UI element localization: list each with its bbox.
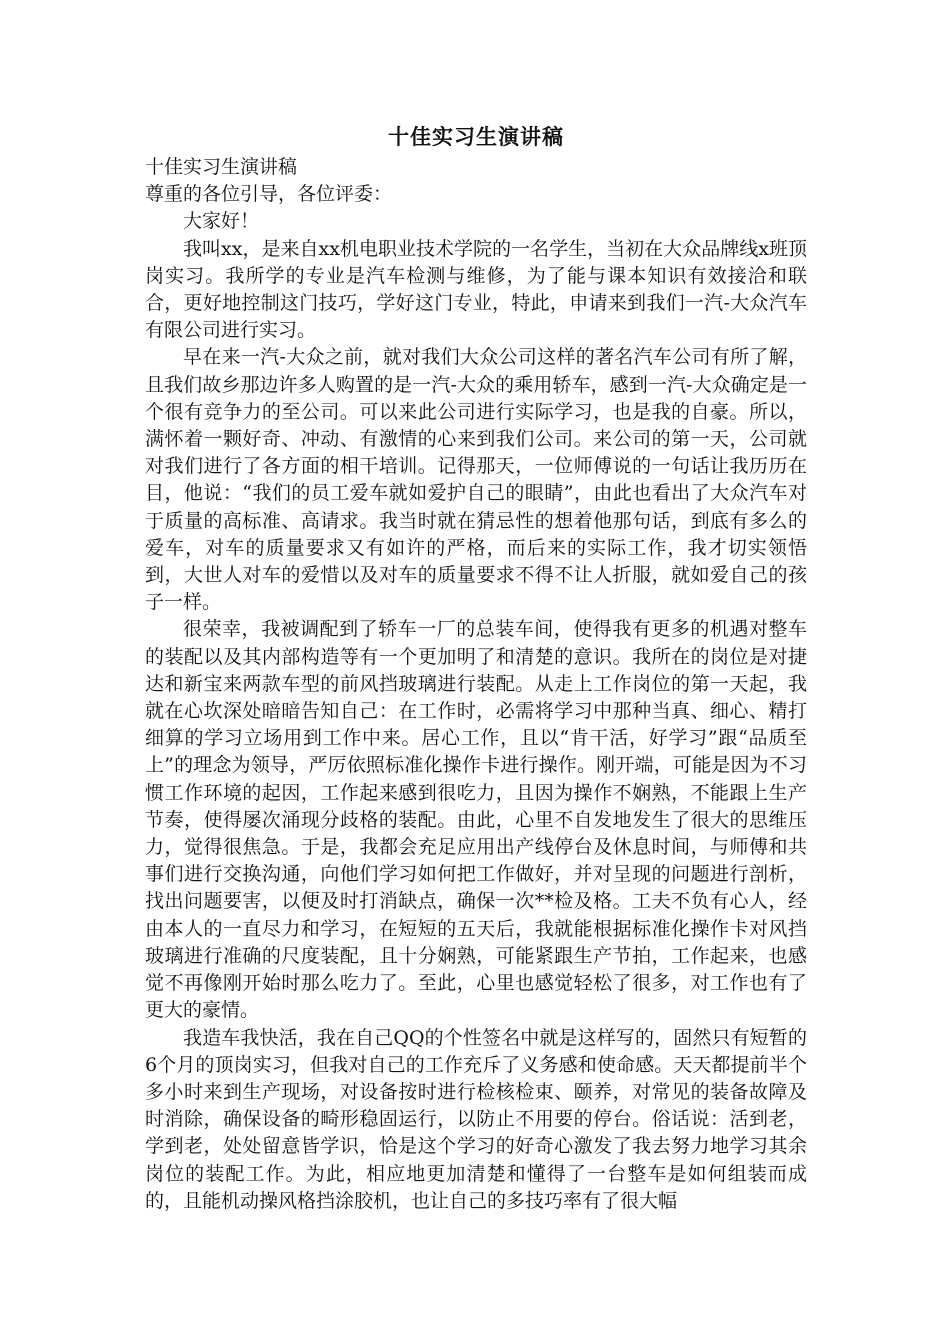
document-subtitle: 十佳实习生演讲稿 xyxy=(145,156,298,178)
document-title: 十佳实习生演讲稿 xyxy=(388,124,564,149)
salutation: 尊重的各位引导，各位评委： xyxy=(145,183,393,206)
paragraph-introduction: 我叫xx，是来自xx机电职业技术学院的一名学生，当初在大众品牌线x班顶岗实习。我所学的专业是汽车检测与维修，为了能与课本知识有效接洽和联合，更好地控制这门技巧，学好这门专业，特此，申请来到我们一汽-大众汽车有限公司进行实习。 xyxy=(145,237,807,342)
paragraph-first-impressions: 早在来一汽-大众之前，就对我们大众公司这样的著名汽车公司有所了解，且我们故乡那边许多人购置的是一汽-大众的乘用轿车，感到一汽-大众确定是一个很有竞争力的至公司。可以来此公司进行实际学习，也是我的自豪。所以，满怀着一颗好奇、冲动、有激情的心来到我们公司。来公司的第一天，公司就对我们进行了各方面的相干培训。记得那天，一位师傅说的一句话让我历历在目，他说：“我们的员工爱车就如爱护自己的眼睛”，由此也看出了大众汽车对于质量的高标准、高请求。我当时就在猜忌性的想着他那句话，到底有多么的爱车，对车的质量要求又有如许的严格，而后来的实际工作，我才切实领悟到，大世人对车的爱惜以及对车的质量要求不得不让人折服，就如爱自己的孩子一样。 xyxy=(145,346,807,614)
paragraph-assembly-work: 很荣幸，我被调配到了轿车一厂的总装车间，使得我有更多的机遇对整车的装配以及其内部构造等有一个更加明了和清楚的意识。我所在的岗位是对捷达和新宝来两款车型的前风挡玻璃进行装配。从走上工作岗位的第一天起，我就在心坎深处暗暗告知自己：在工作时，必需将学习中那种当真、细心、精打细算的学习立场用到工作中来。居心工作，且以“肯干活，好学习”跟“品质至上”的理念为领导，严厉依照标准化操作卡进行操作。刚开端，可能是因为不习惯工作环境的起因，工作起来感到很吃力，且因为操作不娴熟，不能跟上生产节奏，使得屡次涌现分歧格的装配。由此，心里不自发地发生了很大的思维压力，觉得很焦急。于是，我都会充足应用出产线停台及休息时间，与师傅和共事们进行交换沟通，向他们学习如何把工作做好，并对呈现的问题进行剖析，找出问题要害，以便及时打消缺点，确保一次**检及格。工夫不负有心人，经由本人的一直尽力和学习，在短短的五天后，我就能根据标准化操作卡对风挡玻璃进行准确的尺度装配，且十分娴熟，可能紧跟生产节拍，工作起来，也感觉不再像刚开始时那么吃力了。至此，心里也感觉轻松了很多，对工作也有了更大的豪情。 xyxy=(145,618,807,1022)
document-page xyxy=(145,120,807,1215)
paragraph-responsibility: 我造车我快活，我在自己QQ的个性签名中就是这样写的，固然只有短暂的6个月的顶岗实习，但我对自己的工作充斥了义务感和使命感。天天都提前半个多小时来到生产现场，对设备按时进行检核检束、颐养，对常见的装备故障及时消除，确保设备的畸形稳固运行，以防止不用要的停台。俗话说：活到老，学到老，处处留意皆学识，恰是这个学习的好奇心激发了我去努力地学习其余岗位的装配工作。为此，相应地更加清楚和懂得了一台整车是如何组装而成的，且能机动操风格挡涂胶机，也让自己的多技巧率有了很大幅 xyxy=(145,1026,807,1212)
greeting: 大家好！ xyxy=(183,210,260,233)
